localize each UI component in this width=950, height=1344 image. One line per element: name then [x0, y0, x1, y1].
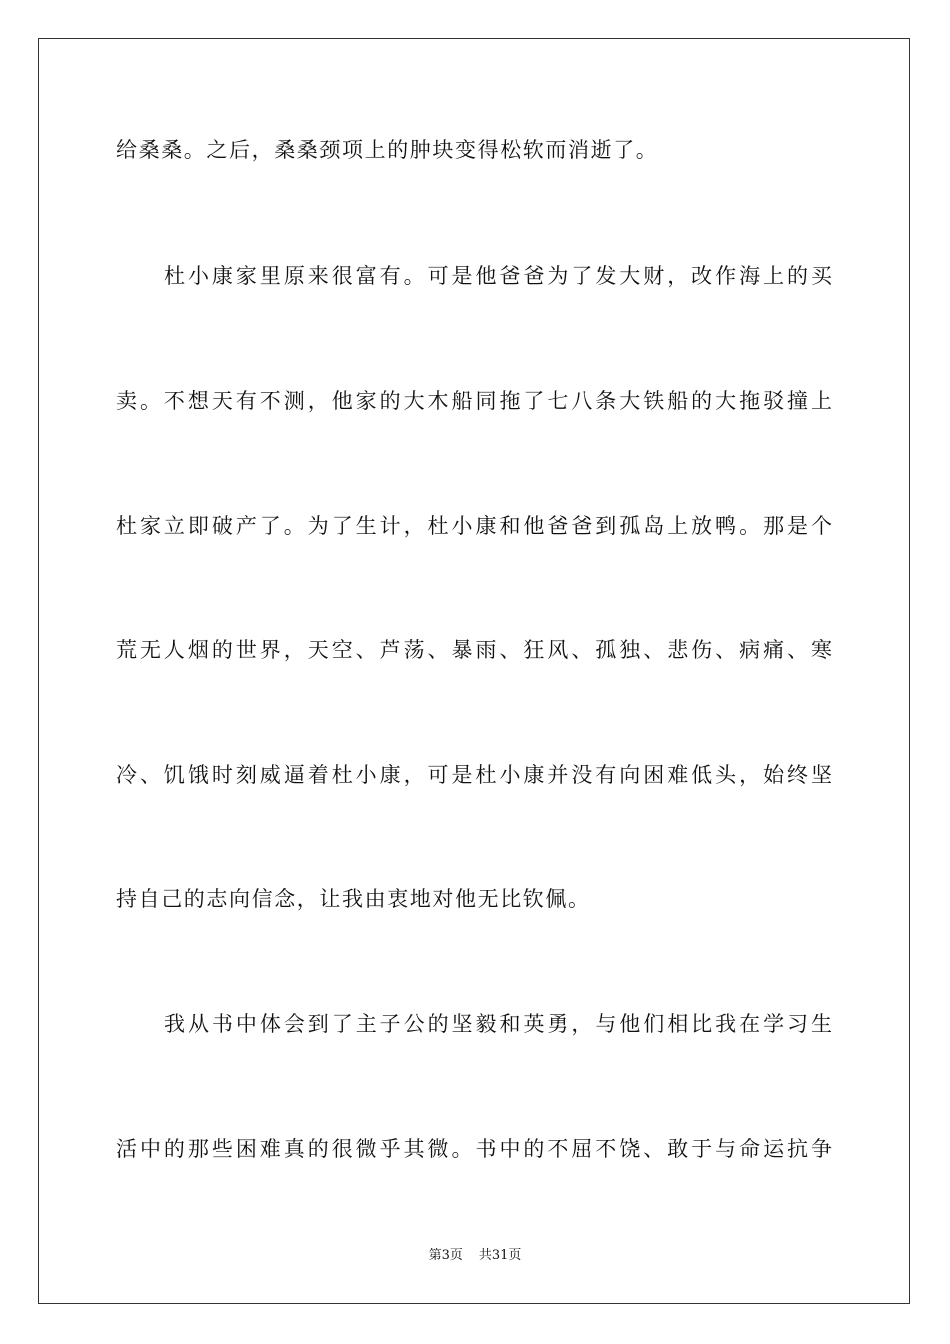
page-border — [38, 38, 910, 1304]
text-line-1: 给桑桑。之后，桑桑颈项上的肿块变得松软而消逝了。 — [116, 138, 659, 162]
text-line-4: 杜家立即破产了。为了生计，杜小康和他爸爸到孤岛上放鸭。那是个 — [116, 514, 832, 538]
page-number: 第3页 — [428, 1248, 463, 1263]
text-line-8: 我从书中体会到了主子公的坚毅和英勇，与他们相比我在学习生 — [164, 1012, 832, 1036]
text-line-2: 杜小康家里原来很富有。可是他爸爸为了发大财，改作海上的买 — [164, 264, 832, 288]
text-line-9: 活中的那些困难真的很微乎其微。书中的不屈不饶、敢于与命运抗争 — [116, 1137, 832, 1161]
page-footer — [0, 1247, 950, 1265]
text-line-5: 荒无人烟的世界，天空、芦荡、暴雨、狂风、孤独、悲伤、病痛、寒 — [116, 638, 832, 662]
text-line-3: 卖。不想天有不测，他家的大木船同拖了七八条大铁船的大拖驳撞上 — [116, 389, 832, 413]
page-total: 共31页 — [478, 1248, 522, 1263]
text-line-6: 冷、饥饿时刻威逼着杜小康，可是杜小康并没有向困难低头，始终坚 — [116, 763, 832, 787]
text-line-7: 持自己的志向信念，让我由衷地对他无比钦佩。 — [116, 887, 591, 911]
